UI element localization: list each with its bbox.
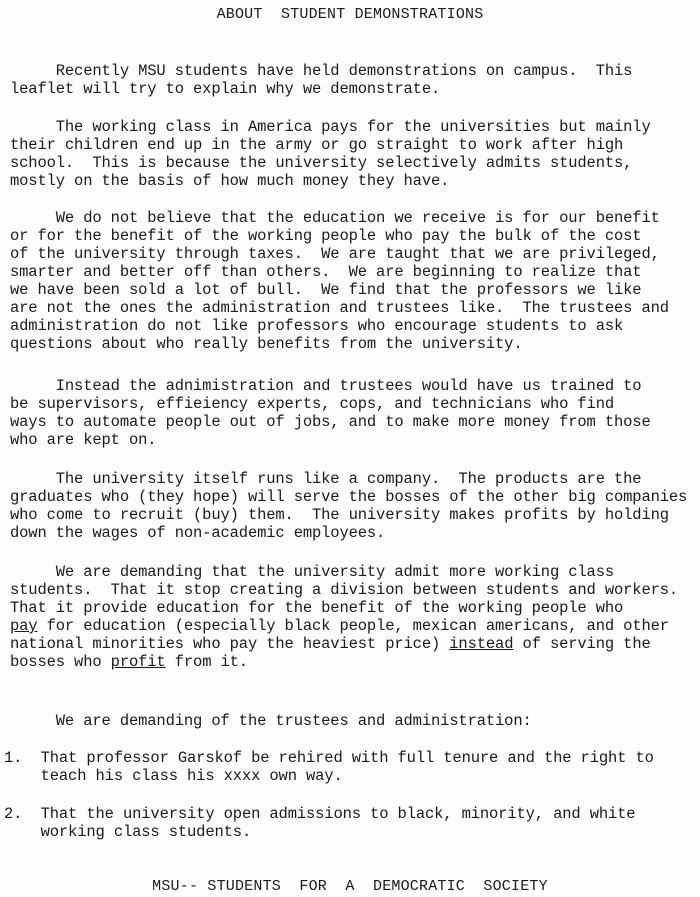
text-line: are not the ones the administration and trustees like. The trustees and [10, 299, 669, 317]
text-line: we have been sold a lot of bull. We find that the professors we like [10, 281, 642, 299]
text-line: who come to recruit (buy) them. The university makes profits by holding [10, 506, 669, 524]
text-line: be supervisors, effieiency experts, cops, and technicians who find [10, 395, 615, 413]
text-line: 2. That the university open admissions to black, minority, and white [4, 805, 636, 823]
text-line: pay for education (especially black people, mexican americans, and other [10, 617, 669, 635]
text-line: graduates who (they hope) will serve the bosses of the other big companies [10, 488, 688, 506]
text-line: We are demanding that the university admit more working class [10, 563, 615, 581]
text-line: of the university through taxes. We are taught that we are privileged, [10, 245, 660, 263]
text-line: 1. That professor Garskof be rehired with full tenure and the right to [4, 749, 654, 767]
text-line: working class students. [4, 823, 252, 841]
text-line: who are kept on. [10, 431, 157, 449]
text-line: down the wages of non-academic employees. [10, 524, 386, 542]
text-line: ways to automate people out of jobs, and to make more money from those [10, 413, 651, 431]
text-line: mostly on the basis of how much money they have. [10, 172, 450, 190]
text-line: their children end up in the army or go straight to work after high [10, 136, 624, 154]
text-line: teach his class his xxxx own way. [4, 767, 343, 785]
text-line: school. This is because the university selectively admits students, [10, 154, 633, 172]
footer-signature: MSU-- STUDENTS FOR A DEMOCRATIC SOCIETY [152, 878, 548, 895]
demands-intro: We are demanding of the trustees and administration: [10, 712, 532, 730]
text-line: The working class in America pays for the universities but mainly [10, 118, 651, 136]
text-line: bosses who profit from it. [10, 653, 248, 671]
text-line: leaflet will try to explain why we demonstrate. [10, 80, 441, 98]
text-line: Recently MSU students have held demonstrations on campus. This [10, 62, 633, 80]
text-line: Instead the adnimistration and trustees would have us trained to [10, 377, 642, 395]
text-line: national minorities who pay the heaviest price) instead of serving the [10, 635, 651, 653]
underlined-word: instead [449, 635, 514, 653]
text-line: administration do not like professors who encourage students to ask [10, 317, 624, 335]
page-title: ABOUT STUDENT DEMONSTRATIONS [216, 6, 484, 23]
underlined-word: profit [110, 653, 166, 671]
text-line: We do not believe that the education we receive is for our benefit [10, 209, 660, 227]
text-line: questions about who really benefits from the university. [10, 335, 523, 353]
text-line: The university itself runs like a company. The products are the [10, 470, 642, 488]
text-line: That it provide education for the benefit of the working people who [10, 599, 624, 617]
text-line: students. That it stop creating a division between students and workers. [10, 581, 679, 599]
text-line: or for the benefit of the working people who pay the bulk of the cost [10, 227, 642, 245]
text-line: smarter and better off than others. We are beginning to realize that [10, 263, 642, 281]
underlined-word: pay [10, 617, 38, 635]
